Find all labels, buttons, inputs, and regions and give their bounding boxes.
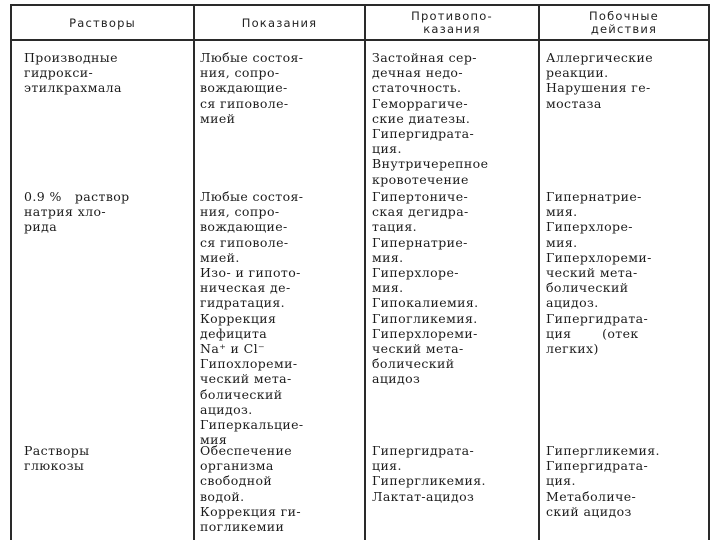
cell-line: вождающие- — [200, 80, 288, 96]
cell-line: ческий мета- — [372, 341, 464, 357]
cell-line: мией — [200, 110, 236, 126]
cell-line: Гиперхлоре- — [546, 219, 633, 235]
row1-contraindications — [372, 50, 534, 187]
cell-line: Гипертониче- — [372, 189, 469, 204]
cell-line: ческий мета- — [200, 371, 292, 387]
cell-line: ацидоз. — [546, 295, 599, 311]
cell-line: Внутричерепное — [372, 156, 489, 172]
cell-line: Гипокалиемия. — [372, 295, 479, 311]
cell-line: Гипергидрата- — [546, 458, 649, 474]
cell-line: гидратация. — [200, 295, 286, 311]
cell-line: ские диатезы. — [372, 110, 471, 126]
header-separator — [10, 39, 710, 41]
cell-line: Нарушения ге- — [546, 80, 651, 96]
cell-line: Na⁺ и Cl⁻ — [200, 341, 266, 357]
cell-line: водой. — [200, 488, 245, 504]
cell-line: мия. — [372, 280, 404, 296]
cell-line: дечная недо- — [372, 65, 463, 81]
row3-contraindications — [372, 443, 534, 504]
cell-line: Производные — [24, 50, 118, 65]
cell-line: статочность. — [372, 80, 462, 96]
cell-line: Любые состоя- — [200, 50, 304, 65]
cell-line: Метаболиче- — [546, 488, 637, 504]
header-side-line2: действия — [590, 22, 658, 36]
cell-line: ся гиповоле- — [200, 95, 289, 111]
row3-solution — [24, 443, 192, 473]
cell-line: ция. — [372, 458, 402, 474]
cell-line: мией. — [200, 249, 240, 265]
row2-solution — [24, 189, 192, 235]
row1-indications — [200, 50, 360, 126]
table-top-border — [10, 4, 710, 6]
cell-line: Гипохлореми- — [200, 356, 298, 372]
cell-line: ция (отек — [546, 325, 639, 341]
cell-line: легких) — [546, 341, 599, 357]
cell-line: Гипергидрата- — [372, 126, 475, 142]
header-side-line1: Побочные — [589, 9, 659, 23]
header-contraindications — [366, 8, 538, 38]
row1-side-effects — [546, 50, 704, 111]
cell-line: Гиперхлореми- — [372, 325, 478, 341]
cell-line: Лактат-ацидоз — [372, 488, 475, 504]
cell-line: Коррекция — [200, 310, 277, 326]
cell-line: тация. — [372, 219, 417, 235]
column-divider-1 — [193, 4, 195, 540]
cell-line: Аллергические — [546, 50, 654, 65]
cell-line: рида — [24, 219, 58, 235]
table-right-border — [708, 6, 710, 540]
cell-line: Изо- и гипото- — [200, 265, 301, 281]
cell-line: погликемии — [200, 519, 285, 535]
header-contra-line2: казания — [423, 22, 481, 36]
cell-line: Гиперхлоре- — [372, 265, 459, 281]
header-indications — [195, 8, 364, 38]
row2-indications — [200, 189, 360, 447]
column-divider-3 — [538, 4, 540, 540]
cell-line: Растворы — [24, 443, 90, 458]
cell-line: ция. — [546, 473, 576, 489]
row2-side-effects — [546, 189, 704, 356]
cell-line: Гипергликемия. — [372, 473, 486, 489]
cell-line: Гипернатрие- — [546, 189, 642, 204]
cell-line: болический — [372, 356, 455, 372]
cell-line: натрия хло- — [24, 204, 107, 220]
header-indications-text: Показания — [241, 15, 318, 30]
cell-line: ническая де- — [200, 280, 291, 296]
header-solutions-text: Растворы — [69, 15, 136, 30]
cell-line: ацидоз. — [200, 401, 253, 417]
cell-line: ческий мета- — [546, 265, 638, 281]
cell-line: кровотечение — [372, 171, 469, 187]
cell-line: ся гиповоле- — [200, 234, 289, 250]
cell-line: Гипернатрие- — [372, 234, 468, 250]
cell-line: мия. — [546, 234, 578, 250]
cell-line: ния, сопро- — [200, 204, 280, 220]
cell-line: глюкозы — [24, 458, 85, 474]
cell-line: Гиперхлореми- — [546, 249, 652, 265]
cell-line: болический — [200, 386, 283, 402]
cell-line: вождающие- — [200, 219, 288, 235]
cell-line: дефицита — [200, 325, 268, 341]
cell-line: гидрокси- — [24, 65, 94, 81]
table-left-border — [10, 6, 12, 540]
cell-line: мия — [200, 432, 228, 448]
cell-line: Коррекция ги- — [200, 503, 301, 519]
cell-line: 0.9 % раствор — [24, 189, 130, 204]
cell-line: ция. — [372, 141, 402, 157]
cell-line: Гипергидрата- — [546, 310, 649, 326]
header-solutions — [12, 8, 193, 38]
row2-contraindications — [372, 189, 534, 387]
cell-line: Обеспечение — [200, 443, 293, 458]
header-contra-line1: Противопо- — [411, 9, 493, 23]
cell-line: этилкрахмала — [24, 80, 122, 96]
header-side-effects — [540, 8, 708, 38]
row3-indications — [200, 443, 360, 534]
cell-line: ния, сопро- — [200, 65, 280, 81]
cell-line: свободной — [200, 473, 273, 489]
cell-line: ский ацидоз — [546, 503, 632, 519]
cell-line: Геморрагиче- — [372, 95, 468, 111]
cell-line: мостаза — [546, 95, 602, 111]
cell-line: реакции. — [546, 65, 609, 81]
cell-line: Гипергликемия. — [546, 443, 660, 458]
cell-line: мия. — [546, 204, 578, 220]
cell-line: мия. — [372, 249, 404, 265]
row1-solution — [24, 50, 192, 96]
cell-line: ская дегидра- — [372, 204, 469, 220]
cell-line: ацидоз — [372, 371, 421, 387]
cell-line: Гипергидрата- — [372, 443, 475, 458]
cell-line: организма — [200, 458, 274, 474]
column-divider-2 — [364, 4, 366, 540]
row3-side-effects — [546, 443, 704, 519]
cell-line: Гипогликемия. — [372, 310, 478, 326]
cell-line: Застойная сер- — [372, 50, 477, 65]
cell-line: Гиперкальцие- — [200, 417, 304, 433]
cell-line: болический — [546, 280, 629, 296]
cell-line: Любые состоя- — [200, 189, 304, 204]
